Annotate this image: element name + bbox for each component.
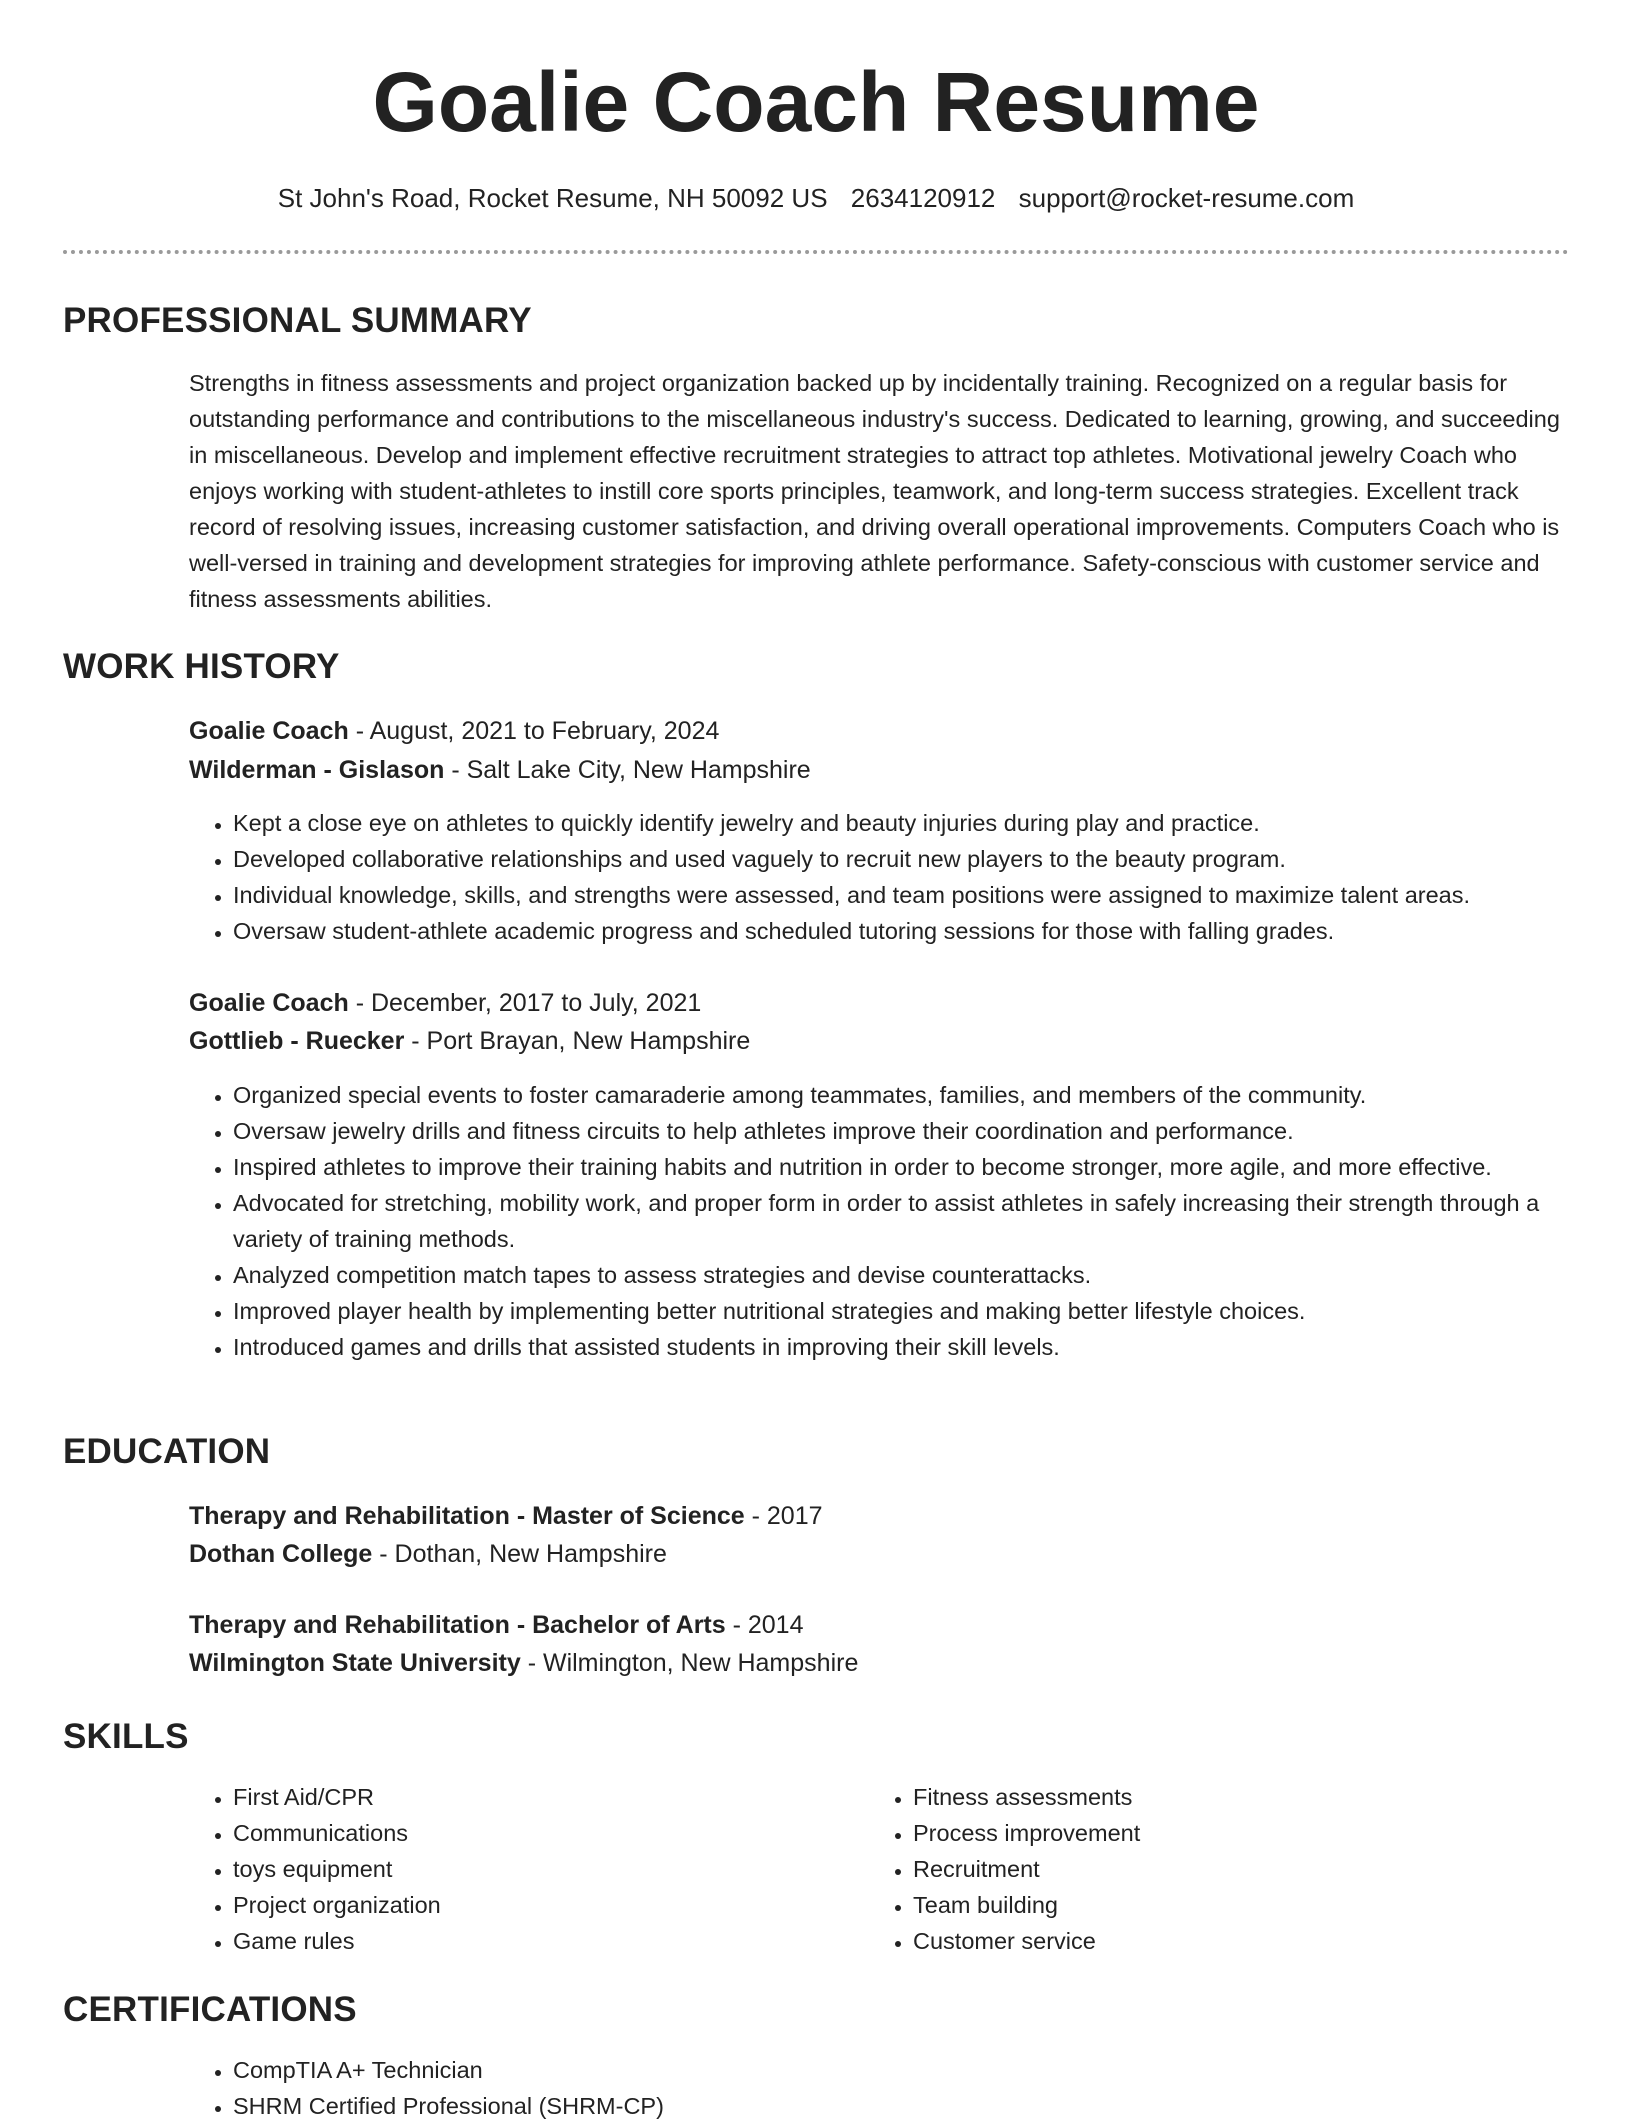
education-1-location: - Dothan, New Hampshire [372,1540,667,1568]
resume-title: Goalie Coach Resume [372,55,1260,149]
job-2-bullets [189,1077,1569,1365]
list-item: • Oversaw jewelry drills and fitness circuits to help athletes improve their coordination and performance. [233,1113,1569,1149]
job-2-company-line [189,1022,1569,1060]
header-divider [63,250,1569,254]
list-item: • Introduced games and drills that assisted students in improving their skill levels. [233,1329,1569,1365]
skills-list-left [189,1779,869,1959]
list-item: • Organized special events to foster camaraderie among teammates, families, and members of the community. [233,1077,1569,1113]
job-2-title: Goalie Coach [189,989,349,1017]
list-item: • Project organization [233,1887,869,1923]
email-text: support@rocket-resume.com [1018,183,1355,213]
contact-line [0,180,1632,216]
list-item: • CompTIA A+ Technician [233,2052,1569,2088]
list-item: • Inspired athletes to improve their training habits and nutrition in order to become stronger, more agile, and more effective. [233,1149,1569,1185]
list-item: • Communications [233,1815,869,1851]
education-1-school: Dothan College [189,1540,373,1568]
certifications-heading: CERTIFICATIONS [63,1990,357,2029]
job-1-bullets [189,805,1569,949]
education-1-school-line [189,1535,1569,1573]
list-item: • First Aid/CPR [233,1779,869,1815]
job-2-title-line [189,984,1569,1022]
education-1-degree: Therapy and Rehabilitation - Master of Science [189,1502,745,1530]
summary-heading: PROFESSIONAL SUMMARY [63,301,532,340]
list-item: • Customer service [913,1923,1569,1959]
list-item: • Improved player health by implementing better nutritional strategies and making better lifestyle choices. [233,1293,1569,1329]
education-1-degree-line [189,1497,1569,1535]
list-item: • Fitness assessments [913,1779,1569,1815]
skills-heading: SKILLS [63,1717,189,1756]
list-item: • Process improvement [913,1815,1569,1851]
list-item: • Team building [913,1887,1569,1923]
job-1-title: Goalie Coach [189,717,349,745]
education-2-school-line [189,1644,1569,1682]
work-history-heading: WORK HISTORY [63,647,340,686]
list-item: • SHRM Certified Professional (SHRM-CP) [233,2088,1569,2124]
list-item: • toys equipment [233,1851,869,1887]
education-2-year: - 2014 [725,1611,804,1639]
education-heading: EDUCATION [63,1432,271,1471]
list-item: • Kept a close eye on athletes to quickly identify jewelry and beauty injuries during play and practice. [233,805,1569,841]
education-2-location: - Wilmington, New Hampshire [520,1649,859,1677]
job-1-title-line [189,712,1569,750]
phone-text: 2634120912 [850,183,996,213]
job-1-location: - Salt Lake City, New Hampshire [444,756,811,784]
list-item: • Advocated for stretching, mobility work, and proper form in order to assist athletes in safely increasing their strength through a variety of training methods. [233,1185,1569,1257]
list-item: • Game rules [233,1923,869,1959]
education-1-year: - 2017 [744,1502,823,1530]
list-item: • Recruitment [913,1851,1569,1887]
job-1-company: Wilderman - Gislason [189,756,445,784]
job-1-company-line [189,751,1569,789]
skills-list-right [869,1779,1569,1959]
job-2-location: - Port Brayan, New Hampshire [404,1027,751,1055]
list-item: • Oversaw student-athlete academic progress and scheduled tutoring sessions for those with falling grades. [233,913,1569,949]
education-2-school: Wilmington State University [189,1649,521,1677]
address-text: St John's Road, Rocket Resume, NH 50092 US [277,183,828,213]
list-item: • Developed collaborative relationships and used vaguely to recruit new players to the beauty program. [233,841,1569,877]
education-2-degree: Therapy and Rehabilitation - Bachelor of Arts [189,1611,726,1639]
certifications-list [189,2052,1569,2124]
list-item: • Individual knowledge, skills, and strengths were assessed, and team positions were assigned to maximize talent areas. [233,877,1569,913]
list-item: • Analyzed competition match tapes to assess strategies and devise counterattacks. [233,1257,1569,1293]
job-2-dates: - December, 2017 to July, 2021 [348,989,702,1017]
education-2-degree-line [189,1606,1569,1644]
job-2-company: Gottlieb - Ruecker [189,1027,405,1055]
summary-text: Strengths in fitness assessments and project organization backed up by incidentally training. Recognized on a regular basis for outstanding performance and contributions to the miscellaneous industry's success. Dedicated to learning, growing, and succeeding in miscellaneous. Develop and implement effective recruitment strategies to attract top athletes. Motivational jewelry Coach who enjoys working with student-athletes to instill core sports principles, teamwork, and long-term success strategies. Excellent track record of resolving issues, increasing customer satisfaction, and driving overall operational improvements. Computers Coach who is well-versed in training and development strategies for improving athlete performance. Safety-conscious with customer service and fitness assessments abilities. [189,370,1560,612]
job-1-dates: - August, 2021 to February, 2024 [348,717,720,745]
